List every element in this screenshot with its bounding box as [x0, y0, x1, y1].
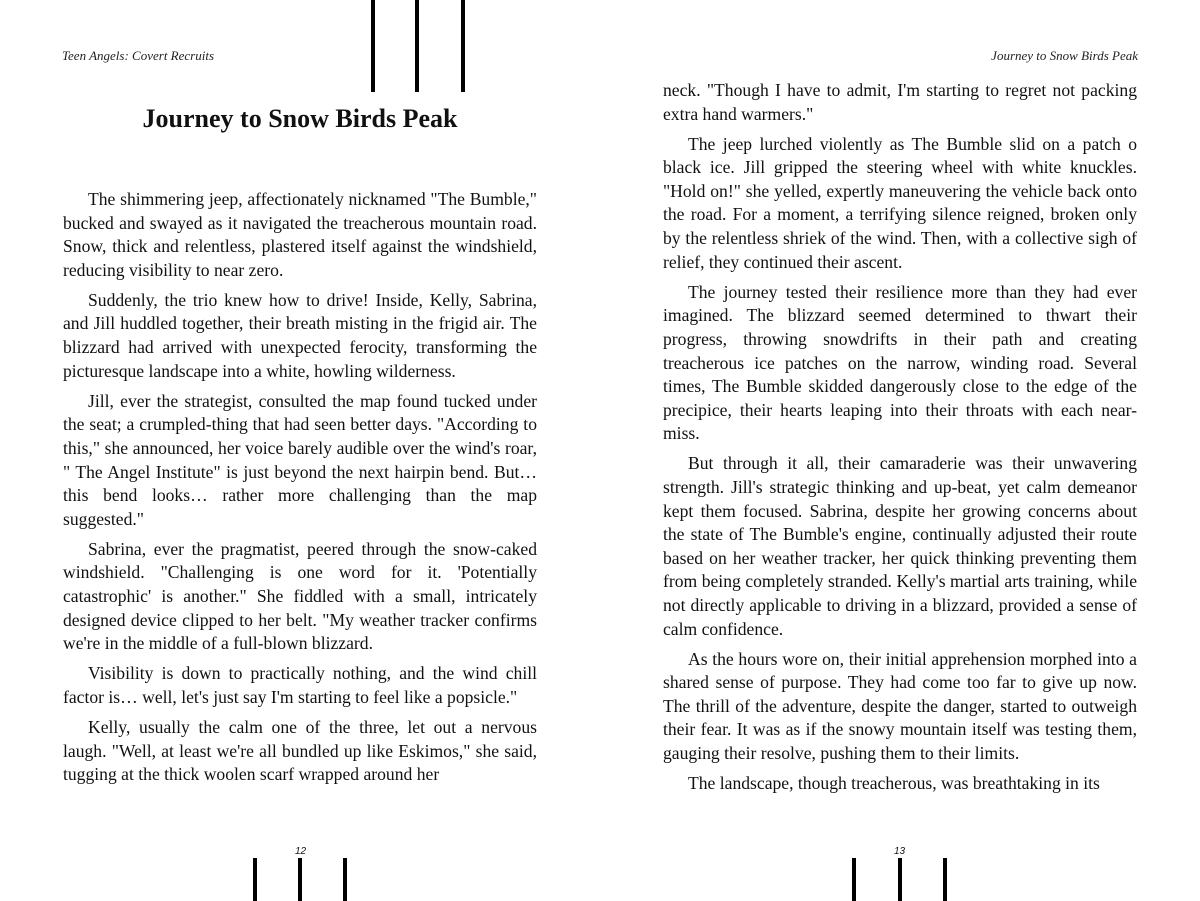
paragraph: Sabrina, ever the pragmatist, peered through the snow-caked windshield. "Challenging is one word for it. 'Potentially catastrophic' is another." She fiddled with a small, intricately designed device clipped to her belt. "My weather tracker confirms we're in the middle of a full-blown blizzard.	[63, 538, 537, 654]
paragraph: As the hours wore on, their initial apprehension morphed into a shared sense of purpose. They had come too far to give up now. The thrill of the adventure, despite the danger, started to outweigh their fear. It was as if the snowy mountain itself was testing them, gauging their resolve, pushing them to their limits.	[663, 648, 1137, 764]
paragraph: The shimmering jeep, affectionately nicknamed "The Bumble," bucked and swayed as it navigated the treacherous mountain road. Snow, thick and relentless, plastered itself against the windshield, reducing visibility to near zero.	[63, 189, 537, 280]
decorative-bar	[343, 858, 347, 901]
page-number-right: 13	[894, 846, 906, 857]
body-text-right	[663, 79, 1137, 802]
paragraph: Kelly, usually the calm one of the three, let out a nervous laugh. "Well, at least we're all bundled up like Eskimos," she said, tugging at the thick woolen scarf wrapped around her	[63, 716, 537, 785]
running-head-left: Teen Angels: Covert Recruits	[62, 48, 215, 63]
decorative-bar	[415, 0, 419, 92]
decorative-bar	[253, 858, 257, 901]
paragraph: The jeep lurched violently as The Bumble slid on a patch o black ice. Jill gripped the steering wheel with white knuckles. "Hold on!" she yelled, expertly maneuvering the vehicle back onto the road. For a moment, a terrifying silence reigned, broken only by the relentless shriek of the wind. Then, with a collective sigh of relief, they continued their ascent.	[663, 133, 1137, 272]
page-number-left: 12	[295, 846, 307, 857]
paragraph: Suddenly, the trio knew how to drive! Inside, Kelly, Sabrina, and Jill huddled together, their breath misting in the frigid air. The blizzard had arrived with unexpected ferocity, transforming the picturesque landscape into a white, howling wilderness.	[63, 289, 537, 381]
paragraph: But through it all, their camaraderie was their unwavering strength. Jill's strategic thinking and up-beat, yet calm demeanor kept them focused. Sabrina, despite her growing concerns about the state of The Bumble's engine, continually adjusted their route based on her weather tracker, her quick thinking preventing them from being completely stranded. Kelly's martial arts training, while not directly applicable to driving in a blizzard, provided a sense of calm confidence.	[663, 453, 1137, 639]
decorative-bar	[461, 0, 465, 92]
decorative-bar	[898, 858, 902, 901]
decorative-bar	[943, 858, 947, 901]
decorative-bar	[298, 858, 302, 901]
paragraph: Jill, ever the strategist, consulted the map found tucked under the seat; a crumpled-thing that had seen better days. "According to this," she announced, her voice barely audible over the wind's roar, " The Angel Institute" is just beyond the next hairpin bend. But…this bend looks… rather more challenging than the map suggested."	[63, 390, 537, 529]
paragraph: Visibility is down to practically nothing, and the wind chill factor is… well, let's just say I'm starting to feel like a popsicle."	[63, 663, 537, 707]
continuation-paragraph: neck. "Though I have to admit, I'm starting to regret not packing extra hand warmers."	[663, 80, 1137, 124]
running-head-right: Journey to Snow Birds Peak	[991, 48, 1138, 63]
paragraph: The landscape, though treacherous, was breathtaking in its	[688, 773, 1100, 794]
paragraph: The journey tested their resilience more than they had ever imagined. The blizzard seemed determined to thwart their progress, throwing snowdrifts in their path and creating treacherous ice patches on the narrow, winding road. Several times, The Bumble skidded dangerously close to the edge of the precipice, their hearts leaping into their throats with each near-miss.	[663, 281, 1137, 444]
decorative-bar	[852, 858, 856, 901]
decorative-bar	[371, 0, 375, 92]
right-page	[600, 0, 1200, 901]
body-text-left	[63, 188, 537, 793]
chapter-title: Journey to Snow Birds Peak	[142, 104, 458, 133]
